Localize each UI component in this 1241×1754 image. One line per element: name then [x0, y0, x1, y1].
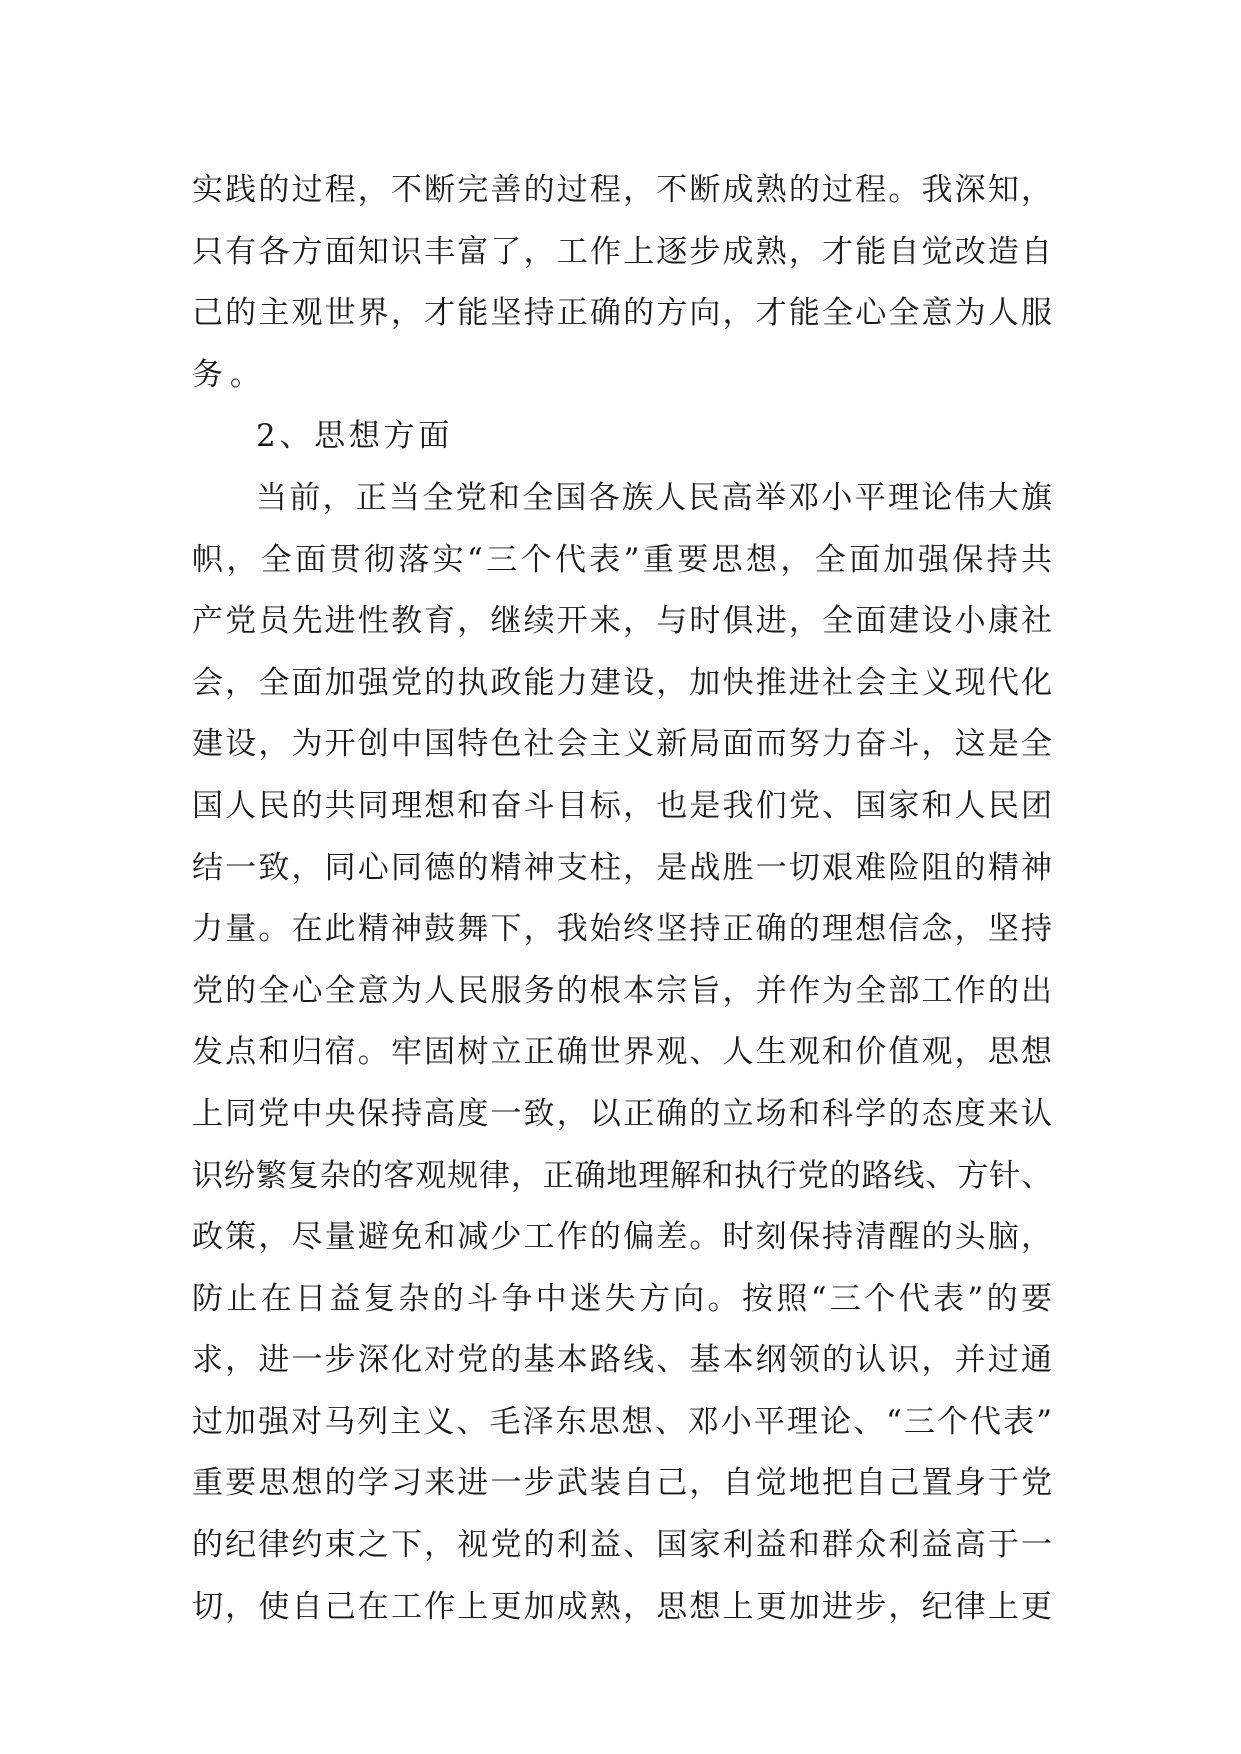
- paragraph-line: 上同党中央保持高度一致，以正确的立场和科学的态度来认: [192, 1095, 1052, 1132]
- paragraph-line: 产党员先进性教育，继续开来，与时俱进，全面建设小康社: [192, 603, 1052, 640]
- paragraph-line: 务。: [192, 356, 268, 393]
- paragraph-line: 结一致，同心同德的精神支柱，是战胜一切艰难险阻的精神: [192, 849, 1052, 886]
- paragraph-line: 帜，全面贯彻落实“三个代表”重要思想，全面加强保持共: [192, 541, 1052, 578]
- paragraph-line: 防止在日益复杂的斗争中迷失方向。按照“三个代表”的要: [192, 1280, 1052, 1317]
- paragraph-line: 过加强对马列主义、毛泽东思想、邓小平理论、“三个代表”: [192, 1403, 1052, 1440]
- paragraph-line: 求，进一步深化对党的基本路线、基本纲领的认识，并过通: [192, 1342, 1052, 1379]
- paragraph-continued: [192, 160, 1052, 406]
- paragraph-ideology: [192, 468, 1052, 1638]
- paragraph-line: 当前，正当全党和全国各族人民高举邓小平理论伟大旗: [256, 479, 1052, 516]
- paragraph-line: 切，使自己在工作上更加成熟，思想上更加进步，纪律上更: [192, 1588, 1052, 1625]
- paragraph-line: 只有各方面知识丰富了，工作上逐步成熟，才能自觉改造自: [192, 233, 1052, 270]
- document-body: [192, 160, 1052, 1638]
- paragraph-line: 重要思想的学习来进一步武装自己，自觉地把自己置身于党: [192, 1465, 1052, 1502]
- paragraph-line: 实践的过程，不断完善的过程，不断成熟的过程。我深知，: [192, 172, 1052, 208]
- paragraph-line: 政策，尽量避免和减少工作的偏差。时刻保持清醒的头脑，: [192, 1219, 1052, 1256]
- paragraph-line: 识纷繁复杂的客观规律，正确地理解和执行党的路线、方针、: [192, 1157, 1052, 1194]
- paragraph-line: 党的全心全意为人民服务的根本宗旨，并作为全部工作的出: [192, 972, 1052, 1009]
- paragraph-line: 国人民的共同理想和奋斗目标，也是我们党、国家和人民团: [192, 787, 1052, 824]
- paragraph-line: 力量。在此精神鼓舞下，我始终坚持正确的理想信念，坚持: [192, 911, 1052, 948]
- paragraph-line: 的纪律约束之下，视党的利益、国家利益和群众利益高于一: [192, 1527, 1052, 1564]
- paragraph-line: 己的主观世界，才能坚持正确的方向，才能全心全意为人服: [192, 295, 1052, 332]
- section-heading: 2、思想方面: [256, 418, 454, 455]
- paragraph-line: 发点和归宿。牢固树立正确世界观、人生观和价值观，思想: [192, 1034, 1052, 1071]
- paragraph-line: 建设，为开创中国特色社会主义新局面而努力奋斗，这是全: [192, 726, 1052, 763]
- paragraph-line: 会，全面加强党的执政能力建设，加快推进社会主义现代化: [192, 664, 1052, 701]
